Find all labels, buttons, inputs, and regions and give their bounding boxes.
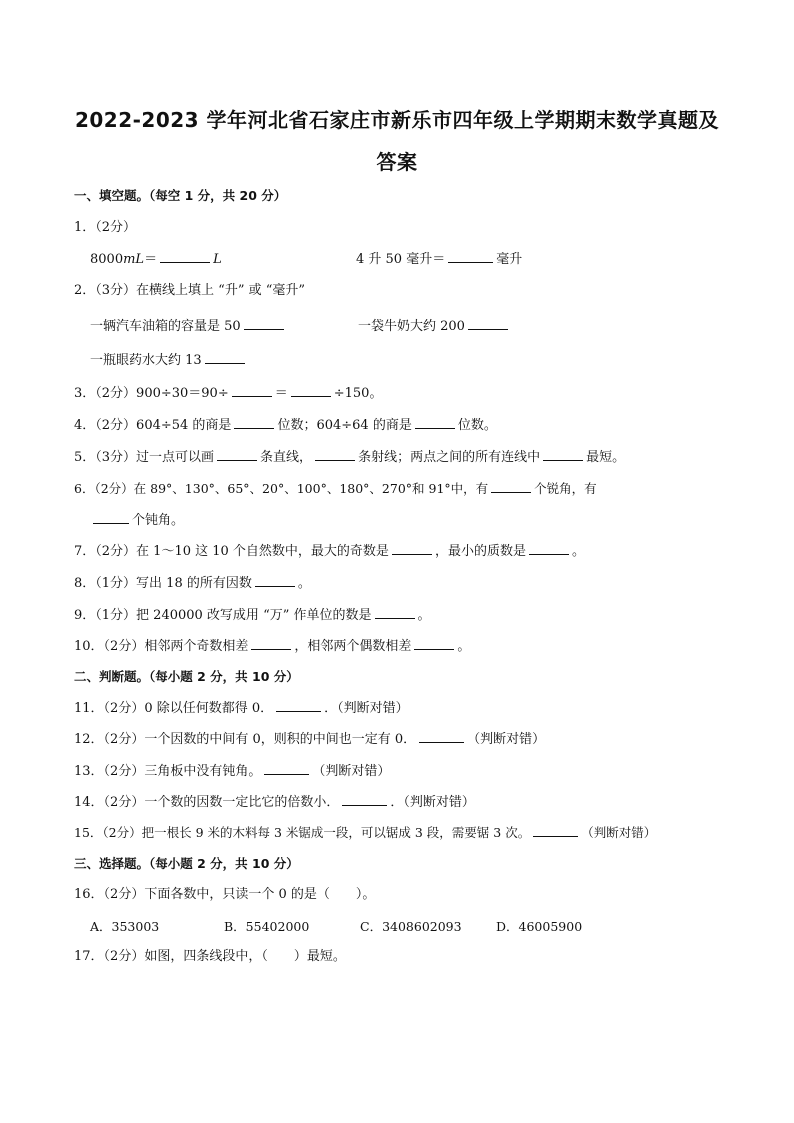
- section-multiple-choice: 三、选择题。（每小题 2 分，共 10 分）: [74, 856, 299, 871]
- section-true-false: 二、判断题。（每小题 2 分，共 10 分）: [74, 669, 299, 684]
- q1a-value: 8000: [90, 252, 124, 267]
- question-1-part-b: [356, 250, 522, 269]
- q4-text: 4．（2分）604÷54 的商是: [74, 418, 232, 433]
- answer-blank[interactable]: [448, 250, 493, 263]
- q1a-eq: ＝: [144, 252, 158, 267]
- question-2-part-a: [90, 317, 287, 336]
- q14-tail: ．（判断对错）: [390, 795, 475, 810]
- question-13: [74, 762, 390, 781]
- q1a-unit: mL: [123, 252, 145, 267]
- question-6-line2: [90, 511, 184, 530]
- answer-blank[interactable]: [205, 351, 245, 364]
- q7-tail: 。: [571, 544, 585, 559]
- question-16-option-d[interactable]: D．46005900: [496, 919, 583, 934]
- question-5: [74, 448, 625, 467]
- q2c-text: 一瓶眼药水大约 13: [90, 353, 202, 368]
- q13-text: 13．（2分）三角板中没有钝角。: [74, 764, 262, 779]
- answer-blank[interactable]: [491, 480, 531, 493]
- answer-blank[interactable]: [415, 416, 455, 429]
- q6-text: 6．（2分）在 89°、130°、65°、20°、100°、180°、270°和 91°中，有: [74, 481, 489, 496]
- question-16-option-b[interactable]: B．55402000: [224, 919, 310, 934]
- q6-tail: 个钝角。: [132, 513, 185, 528]
- answer-blank[interactable]: [232, 384, 272, 397]
- question-16-head: 16．（2分）下面各数中，只读一个 0 的是（ ）。: [74, 887, 376, 902]
- q2a-text: 一辆汽车油箱的容量是 50: [90, 319, 241, 334]
- question-16-option-a[interactable]: A．353003: [90, 919, 160, 934]
- q6-mid: 个锐角，有: [534, 481, 597, 496]
- question-9: [74, 606, 431, 625]
- question-11: [74, 699, 409, 718]
- document-title-line1: 2022-2023 学年河北省石家庄市新乐市四年级上学期期末数学真题及: [74, 108, 720, 132]
- q12-tail: （判断对错）: [467, 732, 546, 747]
- q5-mid2: 条射线；两点之间的所有连线中: [358, 450, 541, 465]
- answer-blank[interactable]: [234, 416, 274, 429]
- question-4: [74, 416, 497, 435]
- answer-blank[interactable]: [276, 699, 321, 712]
- question-16-option-c[interactable]: C．3408602093: [360, 919, 462, 934]
- q9-text: 9．（1分）把 240000 改写成用 “万” 作单位的数是: [74, 608, 372, 623]
- answer-blank[interactable]: [529, 542, 569, 555]
- section-fill-in: 一、填空题。（每空 1 分，共 20 分）: [74, 188, 287, 203]
- q14-text: 14．（2分）一个数的因数一定比它的倍数小．: [74, 795, 340, 810]
- q1b-unit: 毫升: [496, 252, 523, 267]
- q5-mid1: 条直线，: [260, 450, 313, 465]
- question-1-part-a: [90, 250, 222, 269]
- answer-blank[interactable]: [160, 250, 210, 263]
- q7-text: 7．（2分）在 1～10 这 10 个自然数中，最大的奇数是: [74, 544, 389, 559]
- q13-tail: （判断对错）: [312, 764, 391, 779]
- answer-blank[interactable]: [251, 637, 291, 650]
- q8-text: 8．（1分）写出 18 的所有因数: [74, 576, 252, 591]
- question-14: [74, 793, 475, 812]
- answer-blank[interactable]: [375, 606, 415, 619]
- question-1-head: 1．（2分）: [74, 220, 137, 235]
- answer-blank[interactable]: [419, 730, 464, 743]
- answer-blank[interactable]: [264, 762, 309, 775]
- q2b-text: 一袋牛奶大约 200: [358, 319, 465, 334]
- q1a-result-unit: L: [213, 252, 222, 267]
- question-6-line1: [74, 480, 597, 498]
- question-2-head: 2．（3分）在横线上填上 “升” 或 “毫升”: [74, 283, 306, 298]
- q5-text: 5．（3分）过一点可以画: [74, 450, 215, 465]
- q15-tail: （判断对错）: [581, 825, 657, 840]
- answer-blank[interactable]: [255, 574, 295, 587]
- answer-blank[interactable]: [468, 317, 508, 330]
- question-8: [74, 574, 311, 593]
- q10-mid: ，相邻两个偶数相差: [294, 639, 412, 654]
- q3-tail: ÷150。: [333, 386, 383, 401]
- q15-text: 15．（2分）把一根长 9 米的木料每 3 米锯成一段，可以锯成 3 段，需要锯 3 次。: [74, 825, 531, 840]
- q3-eq: ＝: [274, 386, 288, 401]
- q10-tail: 。: [457, 639, 471, 654]
- answer-blank[interactable]: [291, 384, 331, 397]
- q1b-text: 4 升 50 毫升＝: [356, 252, 446, 267]
- q5-tail: 最短。: [586, 450, 626, 465]
- answer-blank[interactable]: [315, 448, 355, 461]
- question-2-part-c: [90, 351, 248, 370]
- q9-tail: 。: [417, 608, 431, 623]
- question-17-head: 17．（2分）如图，四条线段中，（ ）最短。: [74, 949, 346, 964]
- question-3: [74, 384, 382, 403]
- q10-text: 10．（2分）相邻两个奇数相差: [74, 639, 249, 654]
- answer-blank[interactable]: [392, 542, 432, 555]
- question-10: [74, 637, 470, 656]
- q4-mid: 位数；604÷64 的商是: [277, 418, 412, 433]
- q8-tail: 。: [297, 576, 311, 591]
- question-7: [74, 542, 585, 561]
- question-12: [74, 730, 545, 749]
- question-2-part-b: [358, 317, 511, 336]
- q3-text: 3．（2分）900÷30＝90÷: [74, 386, 229, 401]
- answer-blank[interactable]: [217, 448, 257, 461]
- q4-tail: 位数。: [457, 418, 497, 433]
- answer-blank[interactable]: [342, 793, 387, 806]
- answer-blank[interactable]: [414, 637, 454, 650]
- q11-tail: ．（判断对错）: [324, 701, 409, 716]
- document-title-line2: 答案: [376, 150, 418, 174]
- answer-blank[interactable]: [533, 824, 578, 837]
- answer-blank[interactable]: [244, 317, 284, 330]
- question-15: [74, 824, 656, 842]
- answer-blank[interactable]: [543, 448, 583, 461]
- q11-text: 11．（2分）0 除以任何数都得 0．: [74, 701, 274, 716]
- answer-blank[interactable]: [93, 511, 129, 524]
- q7-mid: ，最小的质数是: [434, 544, 526, 559]
- q12-text: 12．（2分）一个因数的中间有 0，则积的中间也一定有 0．: [74, 732, 417, 747]
